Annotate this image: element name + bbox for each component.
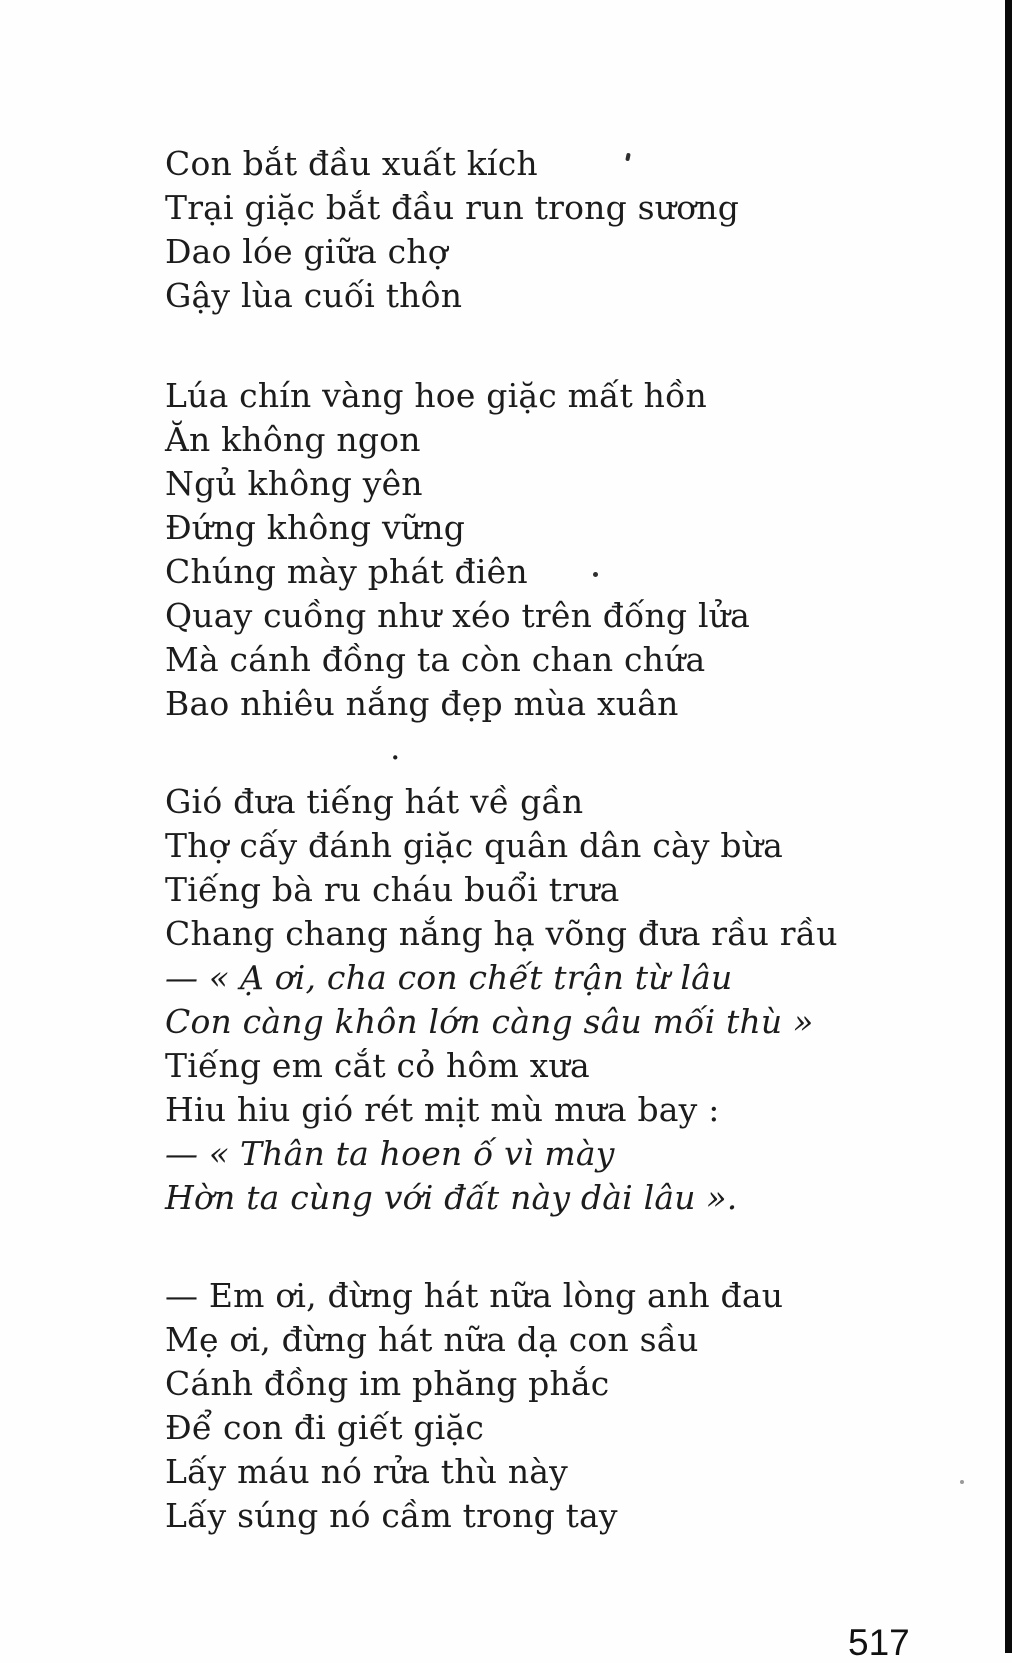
page-number: 517 xyxy=(848,1622,910,1663)
poem-line: — Em ơi, đừng hát nữa lòng anh đau xyxy=(165,1276,784,1315)
stanza-separator-dot: . xyxy=(390,728,401,767)
stanza-3 xyxy=(165,780,965,1220)
poem-line: Để con đi giết giặc xyxy=(165,1408,485,1447)
scan-speck xyxy=(960,1480,964,1484)
poem-line: Lúa chín vàng hoe giặc mất hồn xyxy=(165,376,707,415)
poem-text xyxy=(165,142,965,1538)
poem-line: Chúng mày phát điên xyxy=(165,552,528,591)
poem-line: Mà cánh đồng ta còn chan chứa xyxy=(165,640,706,679)
stanza-4 xyxy=(165,1274,965,1538)
poem-line-quoted: Hờn ta cùng với đất này dài lâu ». xyxy=(165,1178,738,1217)
poem-line: Hiu hiu gió rét mịt mù mưa bay : xyxy=(165,1090,720,1129)
stanza-1 xyxy=(165,142,965,318)
poem-line: Chang chang nắng hạ võng đưa rầu rầu xyxy=(165,914,838,953)
poem-line: Tiếng bà ru cháu buổi trưa xyxy=(165,870,620,909)
scan-edge-bar xyxy=(1005,0,1012,1653)
poem-line: Mẹ ơi, đừng hát nữa dạ con sầu xyxy=(165,1320,699,1359)
poem-line: Dao lóe giữa chợ xyxy=(165,232,448,271)
poem-line-quoted: — « Thân ta hoen ố vì mày xyxy=(165,1134,615,1173)
poem-line: Bao nhiêu nắng đẹp mùa xuân xyxy=(165,684,679,723)
poem-line-quoted: — « Ạ ơi, cha con chết trận từ lâu xyxy=(165,958,733,997)
poem-line: Cánh đồng im phăng phắc xyxy=(165,1364,610,1403)
poem-line: Thợ cấy đánh giặc quân dân cày bừa xyxy=(165,826,784,865)
poem-line: Lấy máu nó rửa thù này xyxy=(165,1452,569,1491)
poem-line: Ngủ không yên xyxy=(165,464,423,503)
poem-line: Tiếng em cắt cỏ hôm xưa xyxy=(165,1046,590,1085)
poem-line: Lấy súng nó cầm trong tay xyxy=(165,1496,618,1535)
poem-line-quoted: Con càng khôn lớn càng sâu mối thù » xyxy=(165,1002,814,1041)
poem-line: Đứng không vững xyxy=(165,508,466,547)
poem-line: Trại giặc bắt đầu run trong sương xyxy=(165,188,740,227)
scan-speck xyxy=(593,572,598,577)
stanza-2 xyxy=(165,374,965,726)
poem-line: Con bắt đầu xuất kích xyxy=(165,144,538,183)
poem-line: Ăn không ngon xyxy=(165,420,421,459)
poem-line: Quay cuồng như xéo trên đống lửa xyxy=(165,596,751,635)
poem-line: Gió đưa tiếng hát về gần xyxy=(165,782,584,821)
poem-line: Gậy lùa cuối thôn xyxy=(165,276,463,315)
